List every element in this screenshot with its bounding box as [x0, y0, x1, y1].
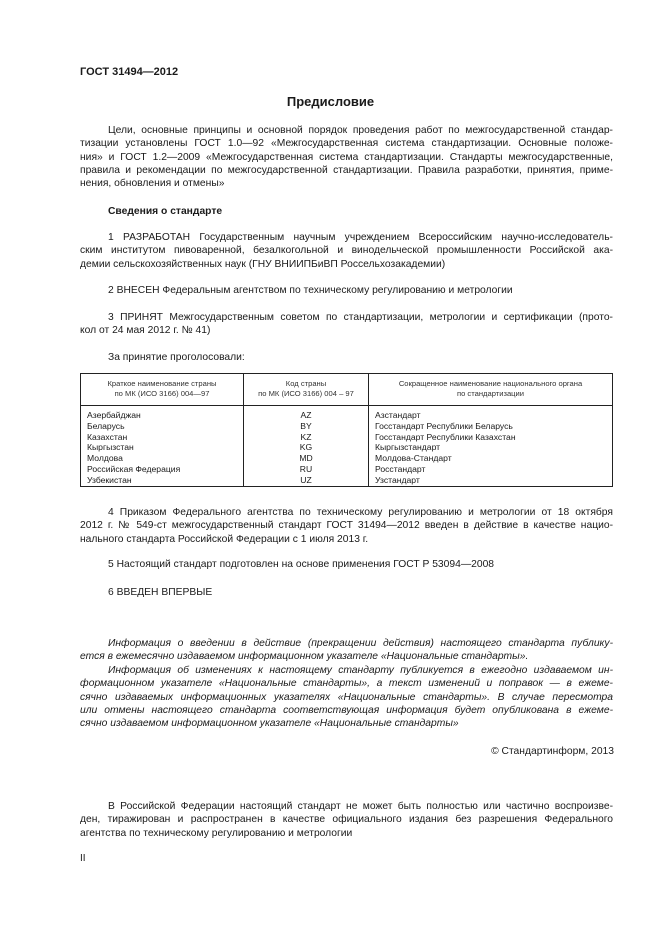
body-cell: Молдова-Стандарт [369, 453, 613, 464]
copyright-notice: © Стандартинформ, 2013 [491, 746, 614, 757]
text-line: ния» и ГОСТ 1.2—2009 «Межгосударственная система стандартизации. Стандарты межгосударственные, [80, 151, 613, 163]
text-line: сячно издаваемом информационном указателе «Национальные стандарты» [80, 718, 459, 730]
text-line: 4 Приказом Федерального агентства по техническому регулированию и метрологии от 18 октября [108, 507, 613, 518]
body-cell: Росстандарт [369, 464, 613, 475]
page-title: Предисловие [286, 94, 375, 109]
text-line: или отмены настоящего стандарта соответствующая информация будет опубликована в ежеме- [80, 704, 613, 716]
text-line: формационном указателе «Национальные стандарты», а текст изменений и поправок — в ежеме- [80, 678, 613, 690]
body-cell: Узстандарт [369, 475, 613, 486]
code-cell: RU [244, 464, 369, 475]
text-line: нения, обновления и отмены» [80, 178, 225, 190]
item-3-paragraph [80, 311, 613, 338]
column-header-country: Краткое наименование страны по МК (ИСО 3166) 004—97 [81, 374, 244, 406]
text-line: Информация об изменениях к настоящему стандарту публикуется в ежегодно издаваемом ин- [108, 665, 613, 676]
text-line: нального стандарта Российской Федерации с 1 июля 2013 г. [80, 533, 369, 545]
item-1-paragraph [80, 231, 613, 271]
body-cell: Азстандарт [369, 406, 613, 421]
table-row [81, 406, 613, 421]
country-cell: Молдова [81, 453, 244, 464]
text-line: агентства по техническому регулированию и метрологии [80, 827, 353, 839]
code-cell: MD [244, 453, 369, 464]
page-number: II [80, 853, 86, 864]
text-line: сячно издаваемых информационных указателях «Национальные стандарты». В случае пересмотра [80, 691, 613, 703]
country-cell: Азербайджан [81, 406, 244, 421]
body-cell: Кыргызстандарт [369, 442, 613, 453]
rights-paragraph [80, 800, 613, 840]
text-line: ским институтом пивоваренной, безалкогольной и винодельческой промышленности Российской ака- [80, 245, 613, 257]
voting-table [80, 373, 613, 487]
text-line: В Российской Федерации настоящий стандарт не может быть полностью или частично воспроизве- [108, 801, 613, 812]
body-cell: Госстандарт Республики Казахстан [369, 432, 613, 443]
code-cell: BY [244, 421, 369, 432]
table-row [81, 475, 613, 486]
table-row [81, 464, 613, 475]
code-cell: KG [244, 442, 369, 453]
text-line: правила и рекомендации по межгосударственной стандартизации. Правила разработки, принятия, приме- [80, 164, 613, 176]
text-line: 3 ПРИНЯТ Межгосударственным советом по стандартизации, метрологии и сертификации (прото- [108, 312, 613, 323]
column-header-body: Сокращенное наименование национального органа по стандартизации [369, 374, 613, 406]
country-cell: Беларусь [81, 421, 244, 432]
table-row [81, 442, 613, 453]
notice-paragraph-1 [80, 637, 613, 664]
table-row [81, 421, 613, 432]
code-cell: UZ [244, 475, 369, 486]
country-cell: Кыргызстан [81, 442, 244, 453]
item-5-paragraph: 5 Настоящий стандарт подготовлен на основе применения ГОСТ Р 53094—2008 [108, 559, 495, 570]
table-row [81, 453, 613, 464]
text-line: 2012 г. № 549-ст межгосударственный стандарт ГОСТ 31494—2012 введен в действие в качестве нацио- [80, 520, 613, 532]
item-6-paragraph: 6 ВВЕДЕН ВПЕРВЫЕ [108, 587, 213, 598]
code-cell: AZ [244, 406, 369, 421]
country-cell: Казахстан [81, 432, 244, 443]
info-heading: Сведения о стандарте [108, 206, 223, 217]
text-line: ден, тиражирован и распространен в качестве официального издания без разрешения Федерального [80, 814, 613, 826]
table-header-row [81, 374, 613, 406]
text-line: 1 РАЗРАБОТАН Государственным научным учреждением Всероссийским научно-исследователь- [108, 232, 613, 243]
item-2-paragraph: 2 ВНЕСЕН Федеральным агентством по техническому регулированию и метрологии [108, 285, 513, 296]
text-line: Цели, основные принципы и основной порядок проведения работ по межгосударственной стандар- [108, 125, 613, 136]
text-line: ется в ежемесячно издаваемом информационном указателе «Национальные стандарты». [80, 651, 529, 663]
column-header-code: Код страны по МК (ИСО 3166) 004 – 97 [244, 374, 369, 406]
intro-paragraph [80, 124, 613, 190]
voted-label: За принятие проголосовали: [108, 352, 245, 363]
item-4-paragraph [80, 506, 613, 546]
text-line: тизации установлены ГОСТ 1.0—92 «Межгосударственная система стандартизации. Основные положе- [80, 138, 613, 150]
body-cell: Госстандарт Республики Беларусь [369, 421, 613, 432]
country-cell: Российская Федерация [81, 464, 244, 475]
text-line: демии сельскохозяйственных наук (ГНУ ВНИИПБиВП Россельхозакадемии) [80, 258, 446, 270]
table-row [81, 432, 613, 443]
code-cell: KZ [244, 432, 369, 443]
notice-paragraph-2 [80, 664, 613, 730]
text-line: Информация о введении в действие (прекращении действия) настоящего стандарта публику- [108, 638, 613, 649]
country-cell: Узбекистан [81, 475, 244, 486]
text-line: кол от 24 мая 2012 г. № 41) [80, 325, 211, 337]
standard-code: ГОСТ 31494—2012 [80, 66, 179, 78]
